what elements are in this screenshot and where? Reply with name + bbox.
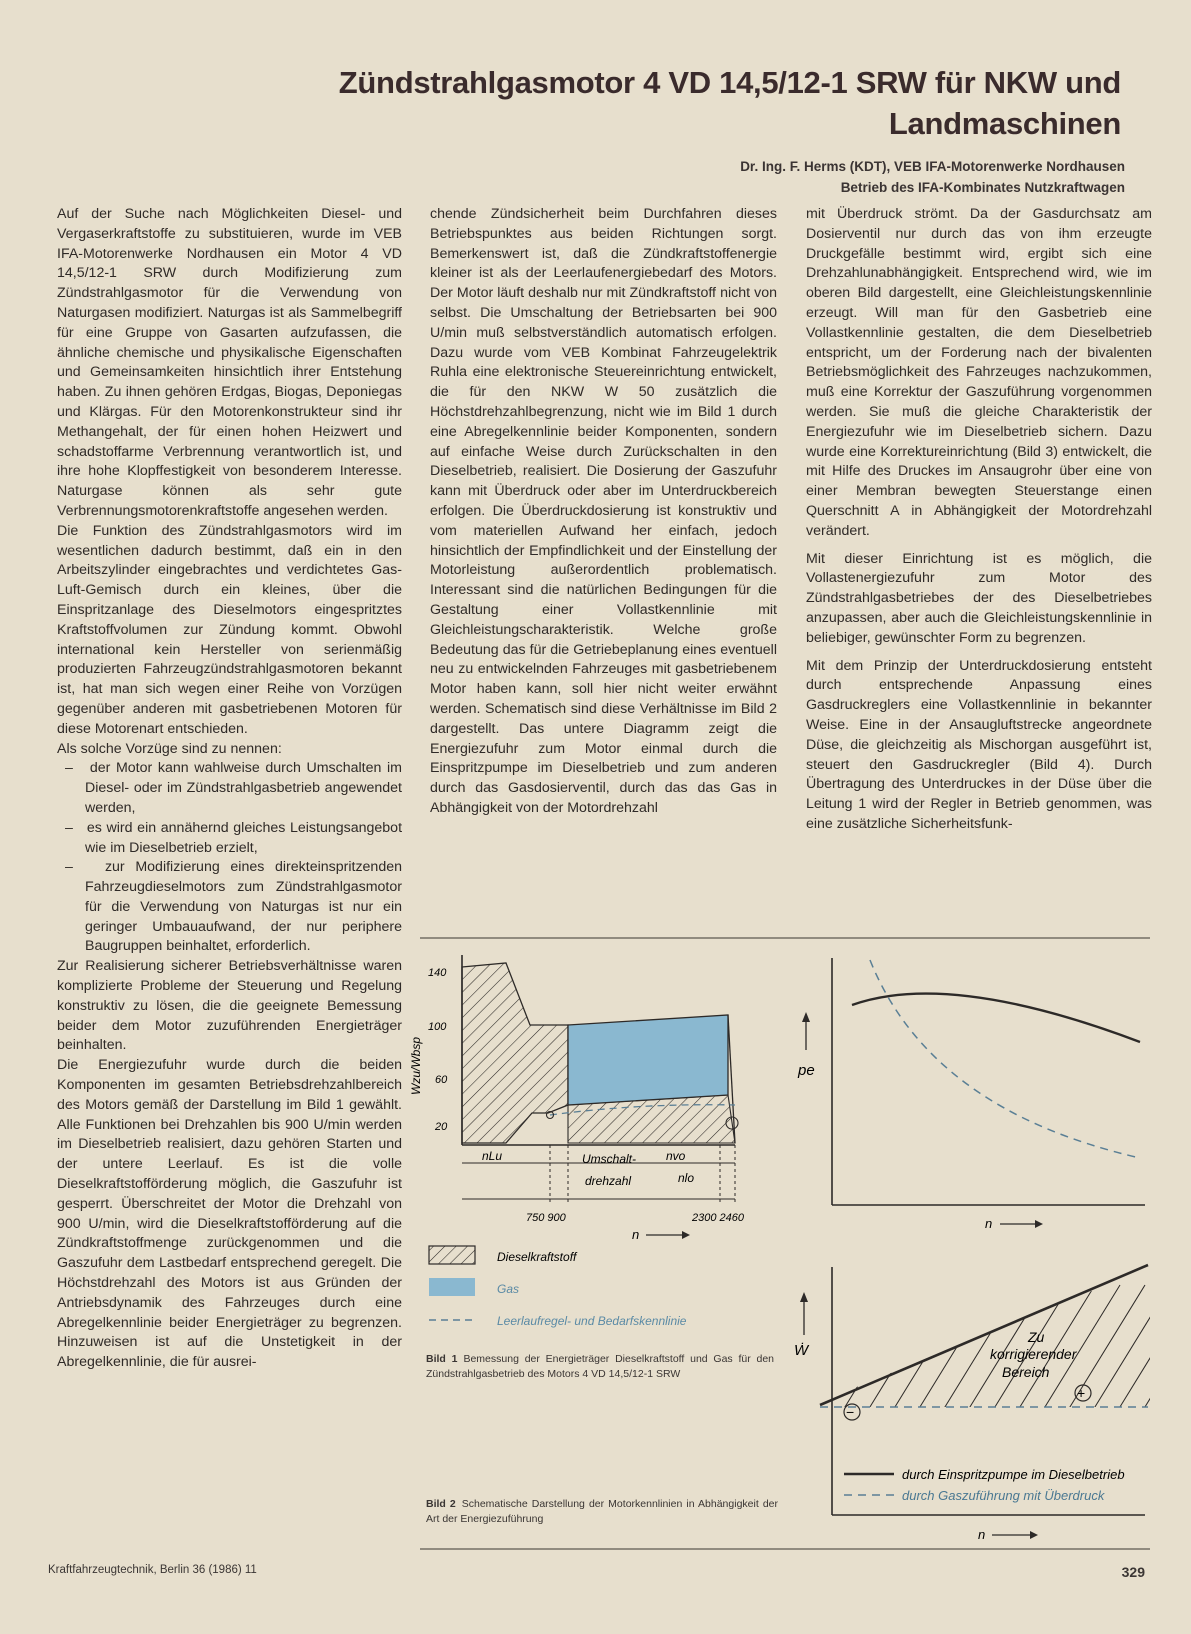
fig1-label-nlu: nLu	[482, 1149, 503, 1163]
text-column-3	[806, 205, 1152, 835]
arrow-head-icon	[802, 1012, 810, 1022]
paragraph: Die Funktion des Zündstrahlgasmotors wird im wesentlichen dadurch bestimmt, daß ein in den Arbeitszylinder eingebrachtes und verdichtetes Gas-Luft-Gemisch durch ein kleines, über die Einspritzanlage des Dieselmotors eingespritztes Kraftstoffvolumen zur Zündung kommt. Obwohl international kein Hersteller von serienmäßig produzierten Fahrzeugzündstrahlgasmotoren bekannt ist, hat man sich wegen einer Reihe von Vorzügen gegenüber anderen mit gasbetriebenen Motoren für diese Motorenart entschieden.	[57, 522, 402, 737]
caption-number: Bild 2	[426, 1498, 456, 1510]
paragraph: Mit dieser Einrichtung ist es möglich, die Vollastenergiezufuhr zum Motor des Zündstrahlgasbetriebes der des Dieselbetriebes anzupassen, aber auch die Gleichleistungskennlinie in beliebiger, gewünschter Form zu begrenzen.	[806, 550, 1152, 646]
plus-label: +	[1077, 1385, 1086, 1401]
figure-2-bottom-chart	[780, 1255, 1160, 1550]
paragraph: chende Zündsicherheit beim Durchfahren dieses Betriebspunktes aus beiden Richtungen sorgt. Bemerkenswert ist, daß die Zündkraftstoffenergie kleiner ist als der Leerlaufenergiebedarf des Motors. Der Motor läuft deshalb nur mit Zündkraftstoff nicht von selbst. Die Umschaltung der Betriebsarten bei 900 U/min muß selbstverständlich automatisch erfolgen. Dazu wurde vom VEB Kombinat Fahrzeugelektrik Ruhla eine elektronische Steuereinrichtung entwickelt, die für den NKW W 50 zusätzlich die Höchstdrehzahlbegrenzung, nicht wie im Bild 1 durch eine Abregelkennlinie beider Komponenten, sondern auf einfache Weise durch Zurückschalten in den Dieselbetrieb, realisiert. Die Dosierung der Gaszufuhr kann mit Überdruck oder aber im Unterdruckbereich erfolgen. Die Überdruckdosierung ist konstruktiv und vom materiellen Aufwand her einfach, jedoch hinsichtlich der Empfindlichkeit und der Einstellung der Motorleistung außerordentlich problematisch. Interessant sind die natürlichen Bedingungen für die Gestaltung einer Vollastkennlinie mit Gleichleistungscharakteristik. Welche große Bedeutung das für die Getriebeplanung eines eventuell neu zu entwickelnden Fahrzeuges mit gasbetriebenem Motor haben kann, soll hier nicht weiter erwähnt werden. Schematisch sind diese Verhältnisse im Bild 2 dargestellt. Das untere Diagramm zeigt die Energiezufuhr zum Motor einmal durch die Einspritzpumpe im Dieselbetrieb und zum anderen durch das Gasdosierventil, durch das das Gas in Abhängigkeit von der Motordrehzahl	[430, 206, 777, 816]
fig1-ytick: 100	[428, 1021, 447, 1033]
diesel-region	[462, 963, 568, 1143]
diesel-power-curve	[852, 994, 1140, 1042]
text-column-2	[430, 205, 777, 819]
figure-1-caption	[426, 1352, 774, 1382]
arrow-head-icon	[1030, 1531, 1038, 1539]
region-label: Bereich	[1002, 1364, 1050, 1380]
fig2-top-xlabel: n	[985, 1216, 993, 1231]
bullet-item: – zur Modifizierung eines direkteinspritzenden Fahrzeugdieselmotors zum Zündstrahlgasmotor für die Verwendung von Naturgas ist nur ein geringer Umbauaufwand, der nur periphere Baugruppen beinhaltet, erforderlich.	[65, 859, 402, 955]
fig1-xlabel: n	[632, 1227, 640, 1242]
figure-1-legend	[425, 1243, 785, 1333]
fig1-label-umschalt: drehzahl	[585, 1174, 632, 1188]
fig1-xtick: 750 900	[526, 1212, 566, 1224]
legend-label-diesel: Dieselkraftstoff	[497, 1250, 577, 1264]
fig1-xtick: 2300 2460	[692, 1212, 744, 1224]
article-title: Zündstrahlgasmotor 4 VD 14,5/12-1 SRW für NKW und Landmaschinen	[338, 65, 1121, 141]
fig2-bot-xlabel: n	[978, 1527, 986, 1542]
region-label: korrigierender	[990, 1346, 1077, 1362]
arrow-head-icon	[1035, 1220, 1043, 1228]
figure-2-top-chart	[780, 950, 1160, 1230]
gas-power-curve	[870, 960, 1140, 1158]
legend-label-line: Leerlaufregel- und Bedarfskennlinie	[497, 1314, 687, 1328]
author-line-1: Dr. Ing. F. Herms (KDT), VEB IFA-Motorenwerke Nordhausen	[740, 159, 1125, 174]
caption-text: Bemessung der Energieträger Dieselkraftstoff und Gas für den Zündstrahlgasbetrieb des Motors 4 VD 14,5/12-1 SRW	[426, 1353, 775, 1380]
figure-top-rule	[420, 937, 1150, 939]
fig1-label-umschalt: Umschalt-	[582, 1152, 637, 1166]
paragraph: Die Energiezufuhr wurde durch die beiden Komponenten im gesamten Betriebsdrehzahlbereich des Motors gemäß der Darstellung im Bild 1 gewählt. Alle Funktionen bei Drehzahlen bis 900 U/min werden im Dieselbetrieb realisiert, dazu gehören Starten und der untere Leerlauf. Es ist die volle Dieselkraftstofförderung möglich, die Gaszufuhr ist gesperrt. Überschreitet der Motor die Drehzahl von 900 U/min, wird die Dieselkraftstofförderung auf die Zündkraftstoffmenge zurückgenommen und die Gaszufuhr dem Lastbedarf entsprechend geregelt. Die Höchstdrehzahl des Motors ist aus Gründen der Antriebsdynamik des Fahrzeuges durch eine Abregelkennlinie beider Energieträger zu begrenzen. Hinzuweisen ist auf die Unstetigkeit in der Abregelkennlinie, die für ausrei-	[57, 1057, 402, 1371]
legend-label-dashed: durch Gaszuführung mit Überdruck	[902, 1488, 1105, 1503]
caption-text: Schematische Darstellung der Motorkennlinien in Abhängigkeit der Art der Energiezuführung	[426, 1498, 778, 1525]
fig1-ytick: 60	[435, 1074, 448, 1086]
fig2-top-ylabel: pe	[798, 1062, 815, 1079]
fig1-ytick: 140	[428, 967, 447, 979]
legend-swatch-gas	[429, 1278, 475, 1296]
gas-region	[568, 1015, 728, 1105]
journal-footer: Kraftfahrzeugtechnik, Berlin 36 (1986) 11	[48, 1564, 257, 1576]
legend-label-gas: Gas	[497, 1282, 520, 1296]
paragraph: Als solche Vorzüge sind zu nennen:	[57, 740, 282, 757]
page-number: 329	[1121, 1564, 1145, 1580]
paragraph: Mit dem Prinzip der Unterdruckdosierung entsteht durch entsprechende Anpassung eines Gasdruckreglers eine Vollastkennlinie in bekannter Weise. Eine in der Ansaugluftstrecke angeordnete Düse, die gleichzeitig als Mischorgan ausgeführt ist, steuert den Gasdruckregler (Bild 4). Durch Übertragung des Unterdruckes in der Düse über die Leitung 1 wird der Regler in Betrieb genommen, was eine zusätzliche Sicherheitsfunk-	[806, 657, 1152, 832]
figure-1-diagram	[409, 945, 800, 1245]
arrow-head-icon	[682, 1231, 690, 1239]
legend-label-solid: durch Einspritzpumpe im Dieselbetrieb	[902, 1467, 1125, 1482]
arrow-head-icon	[800, 1292, 808, 1302]
fig2-bot-ylabel: Ẇ	[794, 1342, 809, 1359]
bullet-item: – der Motor kann wahlweise durch Umschalten im Diesel- oder im Zündstrahlgasbetrieb angewendet werden,	[65, 760, 402, 816]
paragraph: Auf der Suche nach Möglichkeiten Diesel- und Vergaserkraftstoffe zu substituieren, wurde im VEB IFA-Motorenwerke Nordhausen ein Motor 4 VD 14,5/12-1 SRW durch Modifizierung zum Zündstrahlgasmotor für die Verwendung von Naturgasen modifiziert. Naturgas ist als Sammelbegriff für eine Gruppe von Gasarten aufzufassen, die ähnliche chemische und physikalische Eigenschaften und Gemeinsamkeiten hinsichtlich ihrer Entstehung haben. Zu ihnen gehören Erdgas, Biogas, Deponiegas und Klärgas. Für den Motorenkonstrukteur sind ihr Methangehalt, der für einen hohen Heizwert und schadstoffarme Verbrennung verantwortlich ist, und ihre hohe Klopffestigkeit von besonderem Interesse. Naturgase können als sehr gute Verbrennungsmotorenkraftstoffe angesehen werden.	[57, 206, 402, 519]
fig1-label-nvo: nvo	[666, 1149, 686, 1163]
legend-swatch-diesel	[429, 1246, 475, 1264]
text-column-1	[57, 205, 402, 1373]
fig1-ytick: 20	[435, 1121, 448, 1133]
fig1-ylabel: Wzu/Wbsp	[409, 1036, 423, 1095]
paragraph: mit Überdruck strömt. Da der Gasdurchsatz am Dosierventil nur durch das von ihm erzeugte Druckgefälle bestimmt wird, ergibt sich eine Drehzahlunabhängigkeit. Entsprechend wird, wie im oberen Bild dargestellt, eine Gleichleistungskennlinie erzeugt. Will man für den Gasbetrieb eine Vollastkennlinie gestalten, die dem Dieselbetrieb entspricht, um der Forderung nach der bivalenten Betriebsmöglichkeit des Fahrzeuges nachzukommen, muß eine Korrektur der Gaszuführung vorgenommen werden. Sie muß die gleiche Charakteristik der Energiezufuhr wie im Dieselbetrieb sichern. Dazu wurde eine Korrektureinrichtung (Bild 3) entwickelt, die mit Hilfe des Druckes im Ansaugrohr über eine von einer Membran bewegten Steuerstange einen Querschnitt A in Abhängigkeit der Motordrehzahl verändert.	[806, 206, 1152, 539]
fig1-label-nlo: nlo	[678, 1171, 695, 1185]
region-label: Zu	[1028, 1329, 1045, 1345]
paragraph: Zur Realisierung sicherer Betriebsverhältnisse waren komplizierte Probleme der Steuerung und Regelung konstruktiv zu lösen, die die geeignete Bemessung beider dem Motor zuzuführenden Energieträger beinhalten.	[57, 958, 402, 1054]
caption-number: Bild 1	[426, 1353, 458, 1365]
author-line-2: Betrieb des IFA-Kombinates Nutzkraftwagen	[840, 180, 1125, 195]
bullet-item: – es wird ein annähernd gleiches Leistungsangebot wie im Dieselbetrieb erzielt,	[65, 819, 403, 856]
figure-2-caption	[426, 1497, 778, 1527]
minus-label: −	[846, 1404, 855, 1420]
author-block	[425, 156, 1125, 198]
